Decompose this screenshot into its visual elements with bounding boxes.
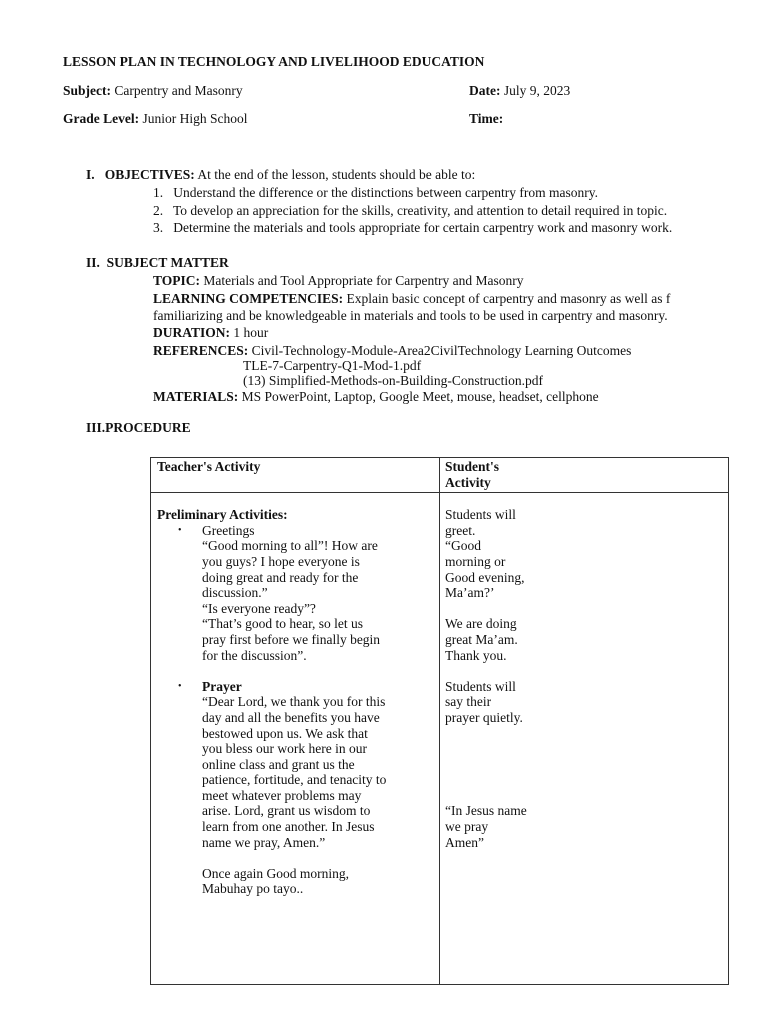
- materials-label: MATERIALS:: [153, 389, 239, 404]
- subject-matter-heading: II. SUBJECT MATTER: [86, 255, 229, 270]
- objectives-heading: I. OBJECTIVES:: [86, 167, 195, 182]
- greetings-line: “That’s good to hear, so let us: [202, 616, 364, 632]
- duration-value: 1 hour: [233, 325, 269, 340]
- competencies-continued: familiarizing and be knowledgeable in materials and tools to be used in carpentry and masonry.: [153, 308, 668, 323]
- subject-field: [63, 83, 243, 99]
- greetings-title: Greetings: [202, 522, 255, 538]
- greetings-line: for the discussion”.: [202, 647, 307, 663]
- topic-value: Materials and Tool Appropriate for Carpentry and Masonry: [203, 273, 524, 288]
- student-line: prayer quietly.: [445, 709, 523, 725]
- prayer-line: patience, fortitude, and tenacity to: [202, 772, 387, 788]
- references-row: [153, 343, 631, 359]
- table-header-row: [151, 458, 729, 493]
- student-line: Students will: [445, 507, 516, 523]
- greetings-item: [157, 523, 433, 663]
- student-line: we pray: [445, 819, 489, 835]
- objectives-header: [86, 167, 475, 183]
- materials-row: [153, 389, 599, 405]
- objectives-intro: At the end of the lesson, students should be able to:: [197, 167, 476, 182]
- objective-item: 1. Understand the difference or the distinctions between carpentry from masonry.: [153, 185, 598, 200]
- competencies-row: [153, 291, 670, 307]
- student-line: We are doing: [445, 616, 517, 632]
- prayer-title: Prayer: [202, 678, 242, 694]
- objective-item: 3. Determine the materials and tools appropriate for certain carpentry work and masonry work.: [153, 220, 673, 235]
- reference-item: TLE-7-Carpentry-Q1-Mod-1.pdf: [243, 358, 422, 373]
- prayer-item: [157, 679, 433, 897]
- grade-field: [63, 111, 248, 127]
- prayer-line: you bless our work here in our: [202, 741, 367, 757]
- student-activity-cell: [440, 493, 729, 985]
- student-line: greet.: [445, 522, 476, 538]
- prayer-line: arise. Lord, grant us wisdom to: [202, 803, 371, 819]
- subject-value: Carpentry and Masonry: [114, 83, 243, 98]
- prayer-line: bestowed upon us. We ask that: [202, 725, 368, 741]
- reference-item: (13) Simplified-Methods-on-Building-Construction.pdf: [243, 373, 543, 388]
- greetings-line: you guys? I hope everyone is: [202, 553, 360, 569]
- time-label: Time:: [469, 111, 504, 126]
- greetings-line: discussion.”: [202, 585, 268, 601]
- prayer-line: name we pray, Amen.”: [202, 834, 326, 850]
- procedure-table: [150, 457, 729, 985]
- reference-item: Civil-Technology-Module-Area2CivilTechnology Learning Outcomes: [251, 343, 632, 358]
- teacher-activity-cell: [151, 493, 440, 985]
- competencies-label: LEARNING COMPETENCIES:: [153, 291, 344, 306]
- date-field: [469, 83, 570, 99]
- student-line: “In Jesus name: [445, 803, 527, 819]
- teacher-activity-header: Teacher's Activity: [151, 458, 440, 493]
- objective-item: 2. To develop an appreciation for the skills, creativity, and attention to detail required in topic.: [153, 203, 668, 218]
- prayer-line: learn from one another. In Jesus: [202, 819, 375, 835]
- materials-value: MS PowerPoint, Laptop, Google Meet, mouse, headset, cellphone: [241, 389, 599, 404]
- grade-label: Grade Level:: [63, 111, 140, 126]
- prayer-line: day and all the benefits you have: [202, 709, 380, 725]
- student-line: great Ma’am.: [445, 631, 518, 647]
- grade-value: Junior High School: [142, 111, 248, 126]
- bullet-icon: •: [178, 524, 182, 536]
- student-line: Good evening,: [445, 569, 525, 585]
- greetings-line: pray first before we finally begin: [202, 631, 381, 647]
- student-header-line-1: Student's: [445, 459, 500, 474]
- greetings-line: doing great and ready for the: [202, 569, 359, 585]
- topic-label: TOPIC:: [153, 273, 201, 288]
- student-line: Students will: [445, 678, 516, 694]
- student-line: say their: [445, 694, 492, 710]
- table-row: [151, 493, 729, 985]
- closing-line: Once again Good morning,: [202, 865, 349, 881]
- prayer-line: “Dear Lord, we thank you for this: [202, 694, 386, 710]
- subject-label: Subject:: [63, 83, 111, 98]
- preliminary-heading: Preliminary Activities:: [157, 507, 288, 523]
- date-label: Date:: [469, 83, 501, 98]
- bullet-icon: •: [178, 680, 182, 692]
- student-line: morning or: [445, 553, 506, 569]
- references-label: REFERENCES:: [153, 343, 249, 358]
- prayer-line: meet whatever problems may: [202, 787, 362, 803]
- student-line: Thank you.: [445, 647, 507, 663]
- student-line: Amen”: [445, 834, 484, 850]
- prayer-line: online class and grant us the: [202, 756, 355, 772]
- student-line: Ma’am?’: [445, 585, 495, 601]
- duration-label: DURATION:: [153, 325, 230, 340]
- closing-line: Mabuhay po tayo..: [202, 881, 304, 897]
- student-header-line-2: Activity: [445, 474, 491, 490]
- topic-row: [153, 273, 524, 289]
- date-value: July 9, 2023: [503, 83, 571, 98]
- duration-row: [153, 325, 268, 341]
- greetings-line: “Is everyone ready”?: [202, 600, 316, 616]
- greetings-line: “Good morning to all”! How are: [202, 538, 378, 554]
- page-title: LESSON PLAN IN TECHNOLOGY AND LIVELIHOOD EDUCATION: [63, 54, 485, 69]
- student-line: “Good: [445, 538, 481, 554]
- student-activity-header: [440, 458, 729, 493]
- competencies-value: Explain basic concept of carpentry and masonry as well as f: [346, 291, 671, 306]
- procedure-heading: III.PROCEDURE: [86, 420, 191, 435]
